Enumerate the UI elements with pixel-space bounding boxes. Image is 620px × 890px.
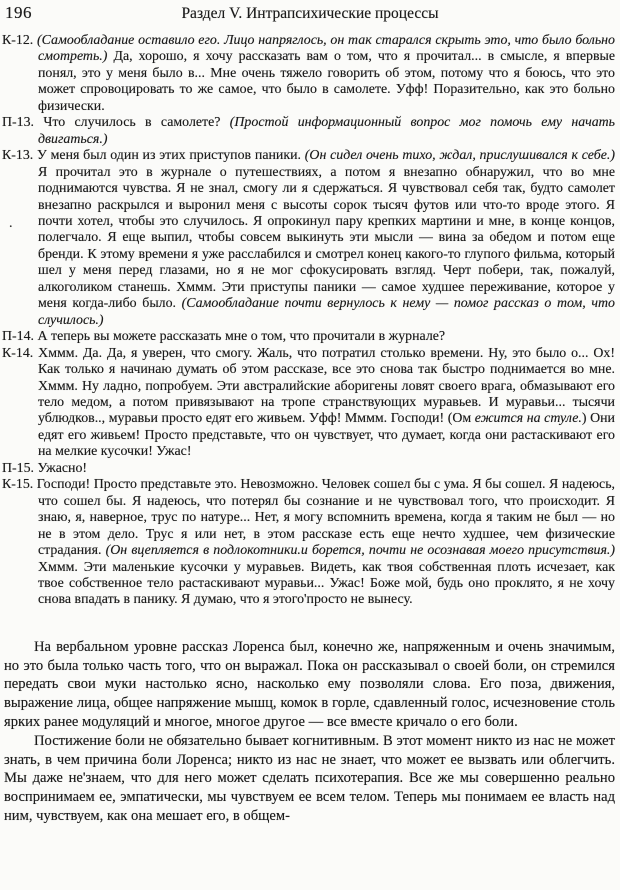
dialogue-entry <box>2 33 615 115</box>
speech-text: Да, хорошо, я хочу рассказать вам о том, что я прочитал... в смысле, я впервые понял, это у меня было в... Мне очень тяжело говорить об этом, потому что я боюсь, что это может спровоцировать то же самое, что было в самолете. Уфф! Поразительно, как это больно физически. <box>38 49 616 114</box>
dialogue-entry <box>2 329 615 345</box>
dialogue-entry <box>2 148 615 329</box>
dialogue-entry <box>2 346 615 461</box>
commentary-section <box>0 638 620 826</box>
speaker-label: П-13. <box>2 115 44 131</box>
dialogue-entry <box>2 461 615 477</box>
speaker-label: К-12. <box>2 33 38 48</box>
dialogue-entry <box>2 477 615 609</box>
speaker-label: К-15. <box>2 477 37 493</box>
speech-text: Хммм. Да. Да, я уверен, что смогу. Жаль, что потратил столько времени. Ну, это было о... Ох! Как только я начинаю думать об этом рассказе, все это снова так быстро поднимается во мне. Хммм. Ну ладно, попробуем. Эти австралийские аборигены ловят своего врага, обмазывают его тело медом, а потом привязывают на тропе странствующих муравьев. И муравьи... тысячи ублюдков.., муравьи просто едят его живьем. Уфф! Мммм. Господи! (Ом <box>38 345 615 427</box>
stage-direction-text: (Простой информационный вопрос мог помочь ему начать двигаться.) <box>38 115 615 147</box>
dialogue-entry <box>2 115 615 148</box>
stage-direction-text: (Он сидел очень тихо, ждал, прислушивался к себе.) <box>304 148 615 164</box>
stage-direction-text: (Он вцепляется в подлокотники.и борется, почти не осознавая моего присутствия.) <box>105 543 616 559</box>
commentary-paragraph: Постижение боли не обязательно бывает когнитивным. В этот момент никто из нас не может знать, в чем причина боли Лоренса; никто из нас не знает, что может ее вызвать или облегчить. Мы даже не'знаем, что для него может сделать психотерапия. Все же мы совершенно реально воспринимаем ее, эмпатически, мы чувствуем ее всем телом. Теперь мы понимаем ее власть над ним, чувствуем, как она мешает его, в общем- <box>4 732 615 825</box>
speech-text: Что случилось в самолете? <box>43 115 230 131</box>
speaker-label: П-15. <box>2 460 38 476</box>
page-number: 196 <box>5 3 32 22</box>
speech-text: ) Они едят его живьем! Просто представьте, что он чувствует, что думает, когда они растаскивают его на мелкие кусочки! Ужас! <box>38 411 615 460</box>
speech-text: А теперь вы можете рассказать мне о том, что прочитали в журнале? <box>37 329 446 345</box>
speech-text: Ужасно! <box>37 460 88 476</box>
speaker-label: К-13. <box>2 148 38 164</box>
speech-text: Господи! Просто представьте это. Невозможно. Человек сошел бы с ума. Я бы сошел. Я надеюсь, что сошел бы. Я надеюсь, что потерял бы сознание и не чувствовал того, что происходит. Я знаю, я, наверное, трус по натуре... Нет, я могу вспомнить времена, когда я таким не был — но не в этом дело. Трус я или нет, в этом рассказе есть еще нечто худшее, чем физические страдания. <box>36 477 615 559</box>
speaker-label: П-14. <box>2 329 38 345</box>
section-title: Раздел V. Интрапсихические процессы <box>181 5 439 22</box>
page-header <box>0 0 620 29</box>
stage-direction-text: ежится на стуле. <box>474 411 582 427</box>
dialogue-transcript <box>0 29 620 609</box>
stage-direction-text: (Самообладание оставило его. Лицо напряглось, он так старался скрыть это, что было больно смотреть.) <box>37 33 615 65</box>
speech-text: Я прочитал это в журнале о путешествиях, а потом я внезапно обнаружил, что во мне поднимаются чувства. Я не знал, смогу ли я сдержаться. Я чувствовал себя так, будто самолет внезапно раскрылся и выронил меня с высоты сорок тысяч футов или что-то вроде этого. Я почти хотел, чтобы это случилось. Я опрокинул пару крепких мартини и мне, в конце концов, полегчало. Я еще выпил, чтобы совсем выкинуть эти мысли — вина за обедом и потом еще бренди. К этому времени я уже расслабился и смотрел конец какого-то глупого фильма, который шел у меня перед глазами, но я не мог сфокусировать взгляд. Черт побери, так, пожалуй, алкоголиком станешь. Хммм. Эти приступы паники — самое худшее переживание, которое у меня когда-либо было. <box>38 164 615 312</box>
scan-margin-artifact: . <box>9 216 13 231</box>
speech-text: У меня был один из этих приступов паники. <box>37 148 305 164</box>
stage-direction-text: (Самообладание почти вернулось к нему — помог рассказ о том, что случилось.) <box>38 296 615 328</box>
speech-text: Хммм. Эти маленькие кусочки у муравьев. Видеть, как твоя собственная плоть исчезает, как твое собственное тело растаскивают муравьи... Ужас! Боже мой, будь оно проклято, я не хочу снова впадать в панику. Я думаю, что я этого'просто не вынесу. <box>38 559 615 608</box>
commentary-paragraph: На вербальном уровне рассказ Лоренса был, конечно же, напряженным и очень значимым, но это была только часть того, что он выражал. Пока он рассказывал о своей боли, он стремился передать свои муки настолько ясно, насколько ему позволяли слова. Его поза, движения, выражение лица, общее напряжение мышц, комок в горле, сдавленный голос, исчезновение столь ярких ранее модуляций и многое, многое другое — все вместе кричало о его боли. <box>4 638 615 731</box>
speaker-label: К-14. <box>2 345 39 361</box>
